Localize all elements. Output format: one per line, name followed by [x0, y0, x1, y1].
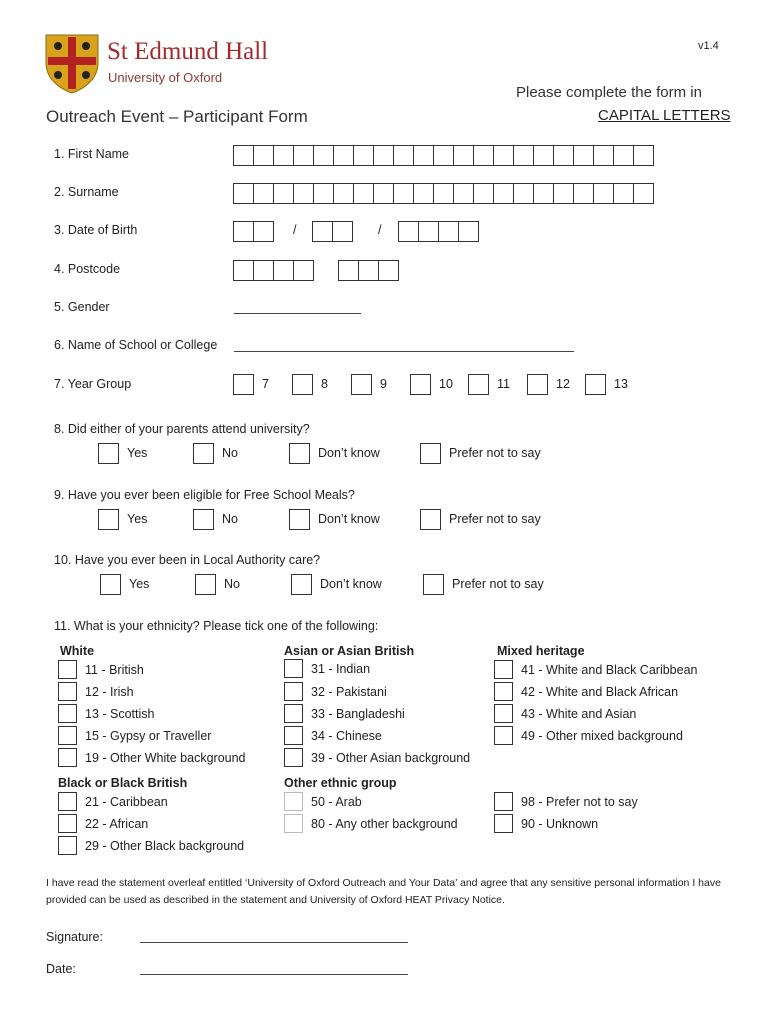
- letter-box[interactable]: [413, 145, 434, 166]
- dob-year-boxes[interactable]: [398, 221, 478, 242]
- letter-box[interactable]: [418, 221, 439, 242]
- postcode-part1-boxes[interactable]: [233, 260, 313, 281]
- q10-option-3-checkbox[interactable]: [291, 574, 312, 595]
- letter-box[interactable]: [393, 183, 414, 204]
- ethnicity-other-2-label: 80 - Any other background: [311, 817, 458, 831]
- year-group-label: 7. Year Group: [54, 377, 132, 391]
- ethnicity-white-5-label: 19 - Other White background: [85, 751, 246, 765]
- white-heading: White: [60, 644, 95, 658]
- letter-box[interactable]: [333, 183, 354, 204]
- letter-box[interactable]: [473, 145, 494, 166]
- letter-box[interactable]: [293, 260, 314, 281]
- year-7-checkbox[interactable]: [233, 374, 254, 395]
- q9-option-4-checkbox[interactable]: [420, 509, 441, 530]
- letter-box[interactable]: [453, 145, 474, 166]
- mixed-heading: Mixed heritage: [497, 644, 585, 658]
- instruction-line1: Please complete the form in: [516, 84, 702, 101]
- letter-box[interactable]: [233, 145, 254, 166]
- letter-box[interactable]: [633, 183, 654, 204]
- ethnicity-asian-2-checkbox[interactable]: [284, 682, 303, 701]
- letter-box[interactable]: [233, 183, 254, 204]
- ethnicity-mixed-1-checkbox[interactable]: [494, 660, 513, 679]
- surname-label: 2. Surname: [54, 185, 119, 199]
- letter-box[interactable]: [253, 260, 274, 281]
- ethnicity-black-2-label: 22 - African: [85, 817, 149, 831]
- postcode-part2-boxes[interactable]: [338, 260, 398, 281]
- ethnicity-asian-1-label: 31 - Indian: [311, 662, 371, 676]
- letter-box[interactable]: [253, 183, 274, 204]
- letter-box[interactable]: [312, 221, 333, 242]
- letter-box[interactable]: [373, 183, 394, 204]
- ethnicity-asian-5-checkbox[interactable]: [284, 748, 303, 767]
- letter-box[interactable]: [573, 183, 594, 204]
- letter-box[interactable]: [353, 145, 374, 166]
- ethnicity-other-1-label: 50 - Arab: [311, 795, 362, 809]
- letter-box[interactable]: [398, 221, 419, 242]
- ethnicity-asian-2-label: 32 - Pakistani: [311, 685, 387, 699]
- q10-option-2-label: No: [224, 577, 240, 591]
- year-13-label: 13: [614, 377, 628, 391]
- dob-month-boxes[interactable]: [312, 221, 352, 242]
- ethnicity-mixed-3-label: 43 - White and Asian: [521, 707, 637, 721]
- ethnicity-asian-3-checkbox[interactable]: [284, 704, 303, 723]
- letter-box[interactable]: [233, 221, 254, 242]
- ethnicity-asian-1-checkbox[interactable]: [284, 659, 303, 678]
- year-9-label: 9: [380, 377, 387, 391]
- ethnicity-mixed-3-checkbox[interactable]: [494, 704, 513, 723]
- q8-option-4-label: Prefer not to say: [449, 446, 541, 460]
- college-name: St Edmund Hall: [107, 38, 269, 65]
- letter-box[interactable]: [293, 183, 314, 204]
- ethnicity-white-4-checkbox[interactable]: [58, 726, 77, 745]
- letter-box[interactable]: [332, 221, 353, 242]
- asian-heading: Asian or Asian British: [284, 644, 415, 658]
- ethnicity-other-1-checkbox[interactable]: [284, 792, 303, 811]
- year-10-label: 10: [439, 377, 453, 391]
- letter-box[interactable]: [373, 145, 394, 166]
- ethnicity-white-3-label: 13 - Scottish: [85, 707, 155, 721]
- ethnicity-mixed-4-label: 49 - Other mixed background: [521, 729, 683, 743]
- q10-option-1-checkbox[interactable]: [100, 574, 121, 595]
- ethnicity-other-2-checkbox[interactable]: [284, 814, 303, 833]
- ethnicity-asian-5-label: 39 - Other Asian background: [311, 751, 471, 765]
- signature-label: Signature:: [46, 930, 103, 944]
- school-field[interactable]: [234, 350, 574, 352]
- letter-box[interactable]: [593, 145, 614, 166]
- ethnicity-white-3-checkbox[interactable]: [58, 704, 77, 723]
- year-10-checkbox[interactable]: [410, 374, 431, 395]
- gender-field[interactable]: [234, 312, 361, 314]
- ethnicity-black-1-checkbox[interactable]: [58, 792, 77, 811]
- letter-box[interactable]: [453, 183, 474, 204]
- q9-option-2-label: No: [222, 512, 238, 526]
- dob-label: 3. Date of Birth: [54, 223, 138, 237]
- year-7-label: 7: [262, 377, 269, 391]
- letter-box[interactable]: [513, 145, 534, 166]
- q8-option-1-label: Yes: [127, 446, 148, 460]
- year-11-label: 11: [497, 377, 510, 391]
- ethnicity-misc-2-checkbox[interactable]: [494, 814, 513, 833]
- first-name-label: 1. First Name: [54, 147, 130, 161]
- year-11-checkbox[interactable]: [468, 374, 489, 395]
- letter-box[interactable]: [553, 145, 574, 166]
- q9-label: 9. Have you ever been eligible for Free School Meals?: [54, 488, 355, 502]
- ethnicity-mixed-2-label: 42 - White and Black African: [521, 685, 679, 699]
- q9-option-4-label: Prefer not to say: [449, 512, 541, 526]
- ethnicity-misc-2-label: 90 - Unknown: [521, 817, 599, 831]
- black-heading: Black or Black British: [58, 776, 188, 790]
- q9-option-2-checkbox[interactable]: [193, 509, 214, 530]
- letter-box[interactable]: [433, 183, 454, 204]
- letter-box[interactable]: [313, 183, 334, 204]
- letter-box[interactable]: [233, 260, 254, 281]
- ethnicity-white-5-checkbox[interactable]: [58, 748, 77, 767]
- q8-option-3-checkbox[interactable]: [289, 443, 310, 464]
- college-subtitle: University of Oxford: [108, 70, 223, 85]
- ethnicity-asian-4-checkbox[interactable]: [284, 726, 303, 745]
- surname-boxes[interactable]: [233, 183, 653, 204]
- ethnicity-black-3-label: 29 - Other Black background: [85, 839, 245, 853]
- q10-option-1-label: Yes: [129, 577, 150, 591]
- dob-separator: /: [378, 223, 382, 237]
- letter-box[interactable]: [253, 221, 274, 242]
- letter-box[interactable]: [493, 183, 514, 204]
- q10-option-4-label: Prefer not to say: [452, 577, 544, 591]
- letter-box[interactable]: [573, 145, 594, 166]
- q10-option-2-checkbox[interactable]: [195, 574, 216, 595]
- year-12-checkbox[interactable]: [527, 374, 548, 395]
- letter-box[interactable]: [273, 183, 294, 204]
- postcode-label: 4. Postcode: [54, 262, 121, 276]
- ethnicity-black-2-checkbox[interactable]: [58, 814, 77, 833]
- q10-option-3-label: Don’t know: [320, 577, 382, 591]
- ethnicity-black-3-checkbox[interactable]: [58, 836, 77, 855]
- ethnicity-mixed-4-checkbox[interactable]: [494, 726, 513, 745]
- letter-box[interactable]: [473, 183, 494, 204]
- letter-box[interactable]: [353, 183, 374, 204]
- q10-option-4-checkbox[interactable]: [423, 574, 444, 595]
- letter-box[interactable]: [378, 260, 399, 281]
- dob-day-boxes[interactable]: [233, 221, 273, 242]
- ethnicity-black-1-label: 21 - Caribbean: [85, 795, 168, 809]
- letter-box[interactable]: [593, 183, 614, 204]
- ethnicity-mixed-2-checkbox[interactable]: [494, 682, 513, 701]
- letter-box[interactable]: [633, 145, 654, 166]
- date-label: Date:: [46, 962, 76, 976]
- letter-box[interactable]: [313, 145, 334, 166]
- year-9-checkbox[interactable]: [351, 374, 372, 395]
- letter-box[interactable]: [358, 260, 379, 281]
- q8-option-2-checkbox[interactable]: [193, 443, 214, 464]
- letter-box[interactable]: [338, 260, 359, 281]
- letter-box[interactable]: [438, 221, 459, 242]
- letter-box[interactable]: [273, 260, 294, 281]
- q9-option-1-label: Yes: [127, 512, 148, 526]
- letter-box[interactable]: [613, 145, 634, 166]
- letter-box[interactable]: [393, 145, 414, 166]
- first-name-boxes[interactable]: [233, 145, 653, 166]
- ethnicity-mixed-1-label: 41 - White and Black Caribbean: [521, 663, 698, 677]
- signature-field[interactable]: [140, 941, 408, 943]
- q8-option-3-label: Don’t know: [318, 446, 380, 460]
- q8-label: 8. Did either of your parents attend university?: [54, 422, 310, 436]
- letter-box[interactable]: [493, 145, 514, 166]
- letter-box[interactable]: [253, 145, 274, 166]
- letter-box[interactable]: [533, 145, 554, 166]
- q9-option-3-checkbox[interactable]: [289, 509, 310, 530]
- letter-box[interactable]: [613, 183, 634, 204]
- letter-box[interactable]: [458, 221, 479, 242]
- q8-option-2-label: No: [222, 446, 238, 460]
- year-8-checkbox[interactable]: [292, 374, 313, 395]
- ethnicity-white-2-checkbox[interactable]: [58, 682, 77, 701]
- ethnicity-asian-3-label: 33 - Bangladeshi: [311, 707, 405, 721]
- form-title: Outreach Event – Participant Form: [46, 107, 308, 126]
- other-heading: Other ethnic group: [284, 776, 397, 790]
- year-12-label: 12: [556, 377, 570, 391]
- date-field[interactable]: [140, 973, 408, 975]
- college-crest-icon: [44, 33, 100, 95]
- letter-box[interactable]: [273, 145, 294, 166]
- q10-label: 10. Have you ever been in Local Authority care?: [54, 553, 321, 567]
- version-label: v1.4: [698, 40, 719, 52]
- ethnicity-asian-4-label: 34 - Chinese: [311, 729, 382, 743]
- q8-option-4-checkbox[interactable]: [420, 443, 441, 464]
- ethnicity-white-1-label: 11 - British: [85, 663, 144, 677]
- ethnicity-misc-1-label: 98 - Prefer not to say: [521, 795, 638, 809]
- ethnicity-white-4-label: 15 - Gypsy or Traveller: [85, 729, 212, 743]
- consent-statement: I have read the statement overleaf entitled ‘University of Oxford Outreach and Your Data’ and agree that any sensitive personal information I have provided can be used as described in the statement and University of Oxford HEAT Privacy Notice.: [46, 877, 721, 906]
- q9-option-3-label: Don’t know: [318, 512, 380, 526]
- dob-separator: /: [293, 223, 297, 237]
- letter-box[interactable]: [333, 145, 354, 166]
- letter-box[interactable]: [513, 183, 534, 204]
- ethnicity-misc-1-checkbox[interactable]: [494, 792, 513, 811]
- q11-label: 11. What is your ethnicity? Please tick one of the following:: [54, 619, 379, 633]
- school-label: 6. Name of School or College: [54, 338, 218, 352]
- letter-box[interactable]: [533, 183, 554, 204]
- ethnicity-white-1-checkbox[interactable]: [58, 660, 77, 679]
- letter-box[interactable]: [293, 145, 314, 166]
- q9-option-1-checkbox[interactable]: [98, 509, 119, 530]
- gender-label: 5. Gender: [54, 300, 110, 314]
- instruction-line2: CAPITAL LETTERS: [598, 107, 731, 124]
- letter-box[interactable]: [553, 183, 574, 204]
- q8-option-1-checkbox[interactable]: [98, 443, 119, 464]
- letter-box[interactable]: [433, 145, 454, 166]
- ethnicity-white-2-label: 12 - Irish: [85, 685, 134, 699]
- year-8-label: 8: [321, 377, 328, 391]
- year-13-checkbox[interactable]: [585, 374, 606, 395]
- letter-box[interactable]: [413, 183, 434, 204]
